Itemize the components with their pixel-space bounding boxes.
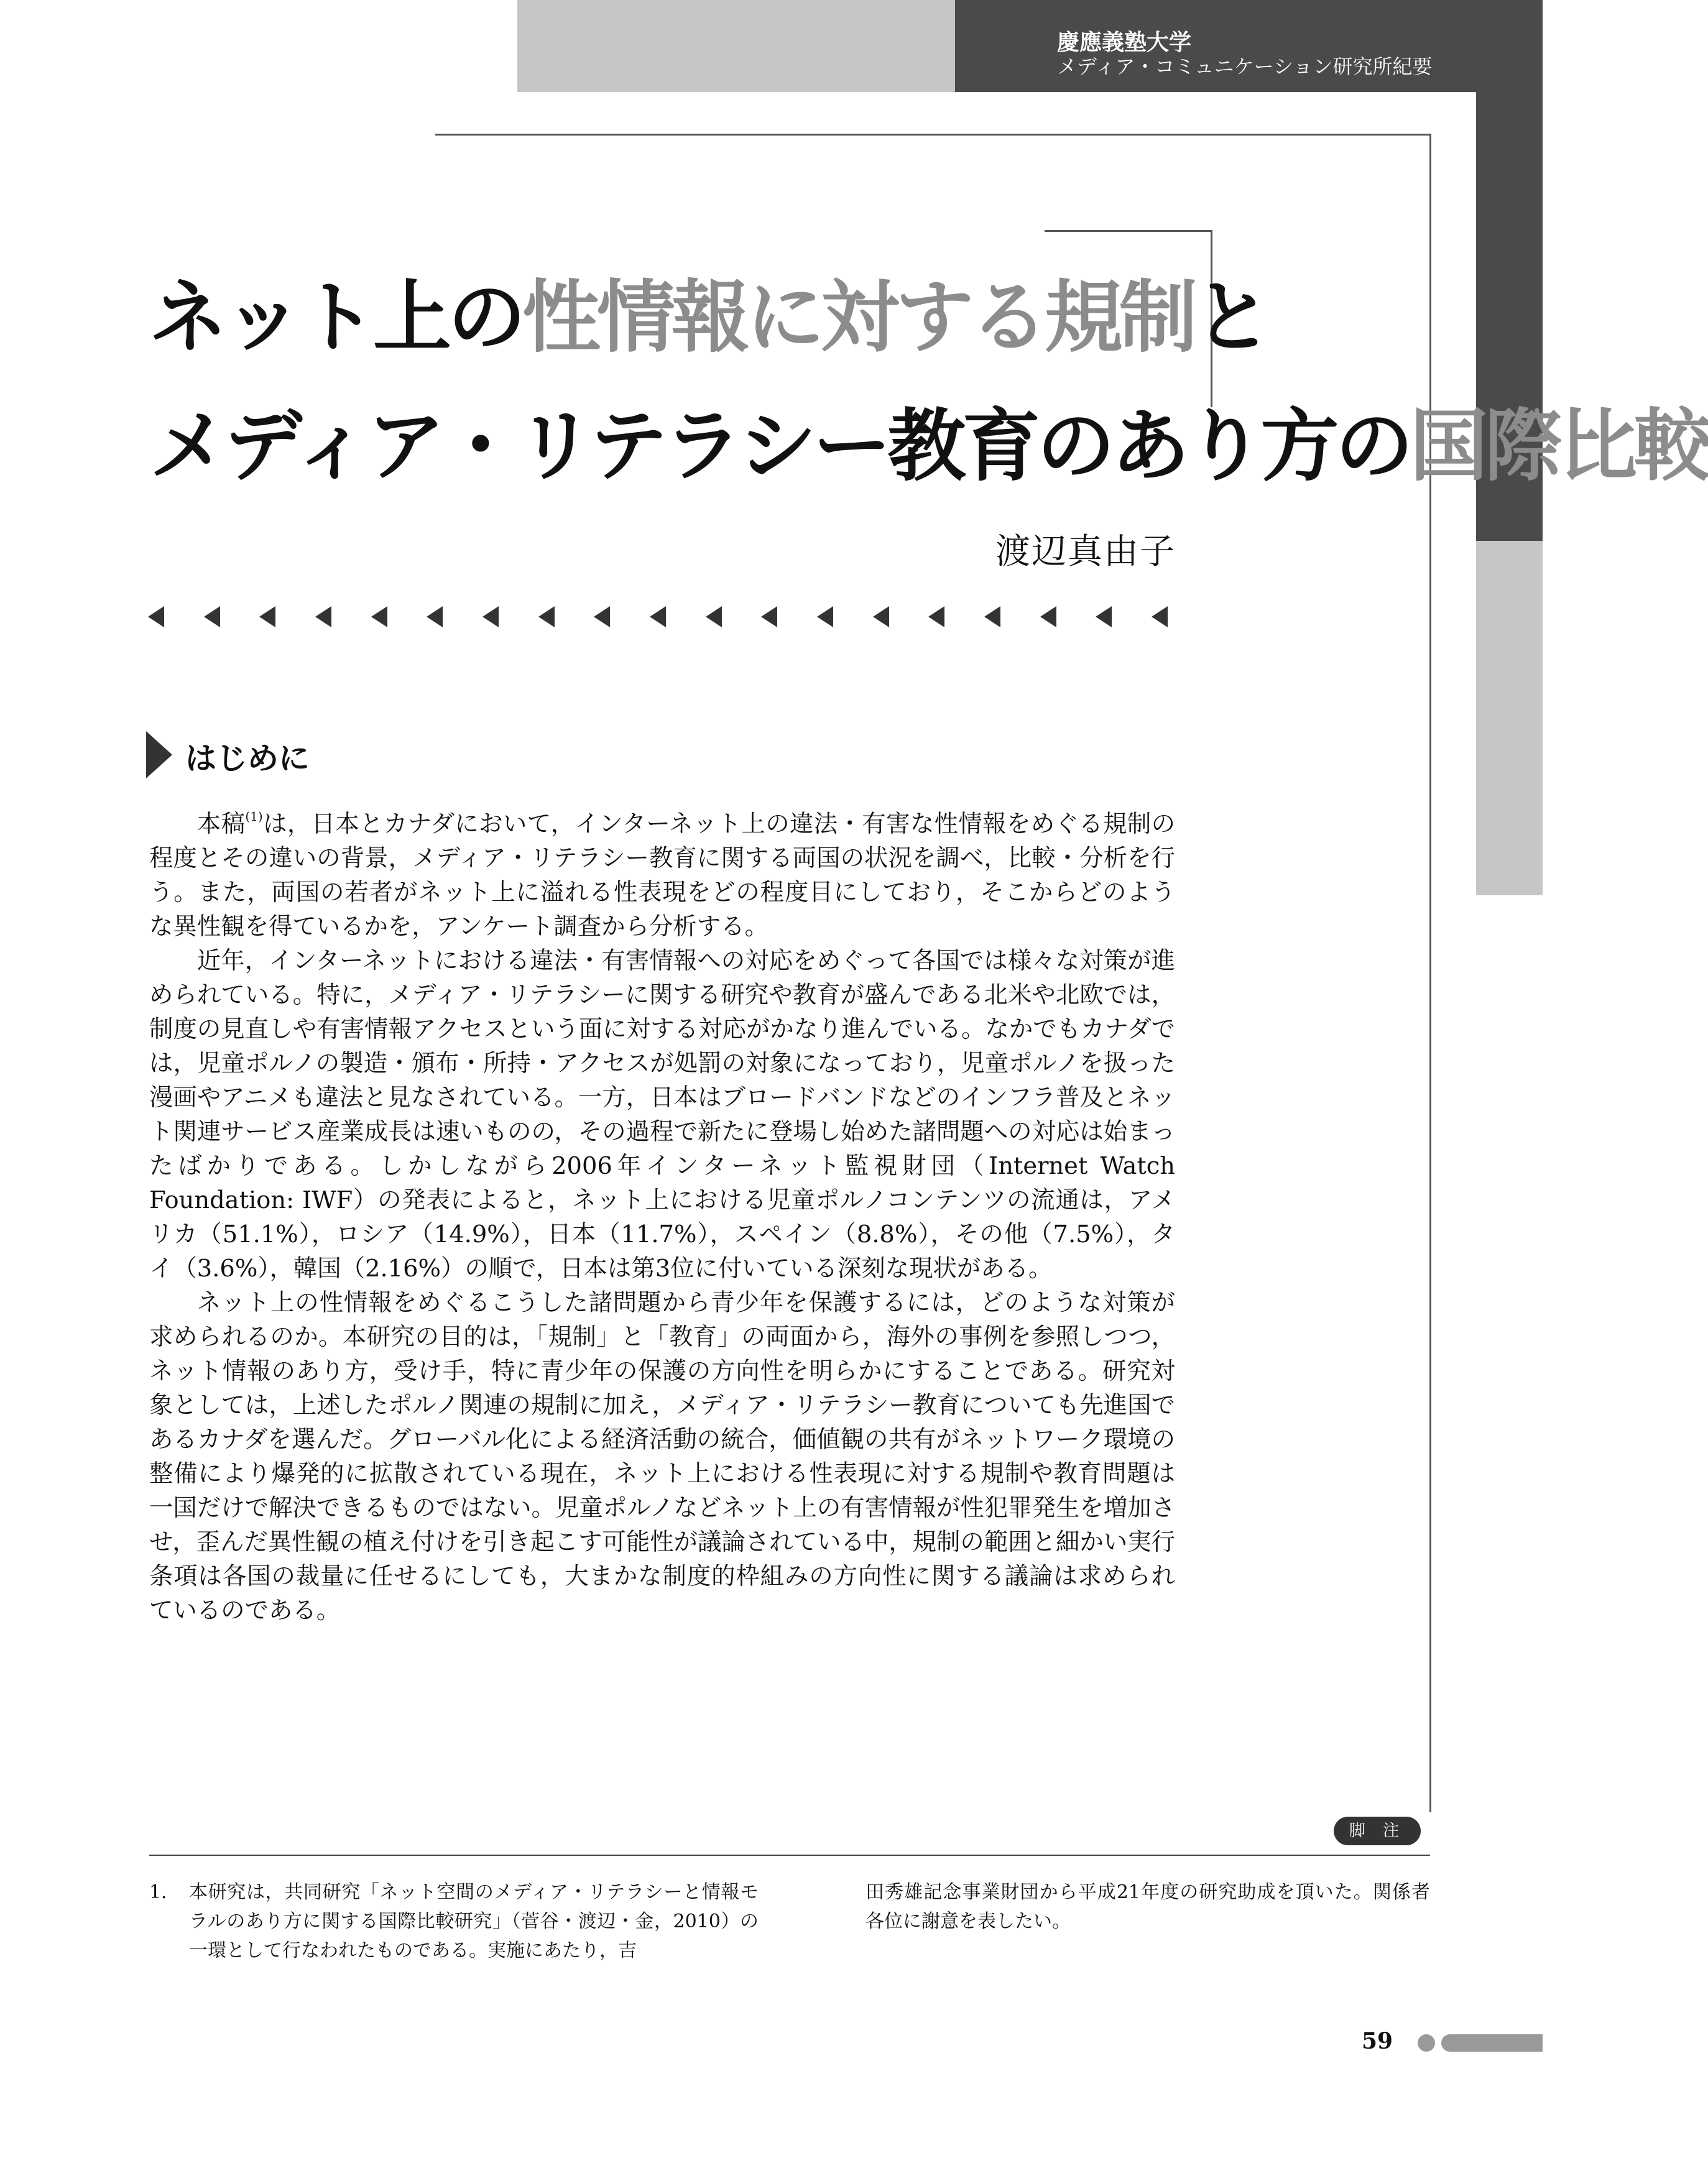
body-text-run: 近年，インターネットにおける違法・有害情報への対応をめぐって各国では様々な対策が進められている。特に，メディア・リテラシーに関する研究や教育が盛んである北米や北欧では，制度の見直しや有害情報アクセスという面に対する対応がかなり進んでいる。なかでもカナダでは，児童ポルノの製造・頒布・所持・アクセスが処罰の対象になっており，児童ポルノを扱った漫画やアニメも違法と見なされている。一方，日本はブロードバンドなどのインフラ普及とネット関連サービス産業成長は速いものの，その過程で新たに登場し始めた諸問題への対応は始まったばかりである。しかしながら2006年インターネット監視財団（Internet Watch Foundation: IWF）の発表によると，ネット上における児童ポルノコンテンツの流通は，アメリカ（51.1%），ロシア（14.9%），日本（11.7%），スペイン（8.8%），その他（7.5%），タイ（3.6%），韓国（2.16%）の順で，日本は第3位に付いている深刻な現状がある。 (149, 947, 1176, 1283)
title-bracket-top-line (1045, 230, 1212, 232)
section-heading: はじめに (185, 740, 310, 777)
body-text-run: 本稿 (196, 810, 246, 838)
footnote-reference: (1) (245, 809, 263, 824)
footnote-number: 1． (149, 1881, 180, 1903)
body-paragraph (149, 944, 1175, 1286)
triangle-left-icon (817, 606, 833, 627)
decorative-arrow-row (148, 598, 1168, 635)
body-text-run: は，日本とカナダにおいて，インターネット上の違法・有害な性情報をめぐる規制の程度とその違いの背景，メディア・リテラシー教育に関する両国の状況を調べ，比較・分析を行う。また，両国の若者がネット上に溢れる性表現をどの程度目にしており，そこからどのような異性観を得ているかを，アンケート調査から分析する。 (149, 810, 1175, 941)
triangle-left-icon (1040, 606, 1056, 627)
triangle-left-icon (594, 606, 610, 627)
triangle-left-icon (148, 606, 164, 627)
page-number: 59 (1362, 2028, 1393, 2054)
footnote-rule (149, 1855, 1430, 1856)
triangle-left-icon (873, 606, 889, 627)
body-paragraph (149, 1286, 1175, 1628)
title-segment: ネット上の (149, 272, 522, 363)
triangle-left-icon (204, 606, 220, 627)
body-paragraph (149, 807, 1175, 944)
triangle-left-icon (1152, 606, 1168, 627)
title-segment: と (1194, 272, 1268, 363)
header-university: 慶應義塾大学 (1057, 30, 1192, 55)
triangle-left-icon (427, 606, 443, 627)
triangle-left-icon (538, 606, 555, 627)
header-journal-title: メディア・コミュニケーション研究所紀要 (1057, 55, 1433, 78)
title-segment: メディア・リテラシー教育のあり方の (149, 400, 1410, 492)
triangle-left-icon (650, 606, 666, 627)
triangle-left-icon (371, 606, 387, 627)
title-segment: 性情報に対する規制 (522, 272, 1194, 363)
triangle-left-icon (315, 606, 331, 627)
author-name: 渡辺真由子 (995, 532, 1176, 572)
triangle-left-icon (984, 606, 1000, 627)
header-band-light (517, 0, 955, 92)
triangle-left-icon (761, 606, 777, 627)
body-text-run: ネット上の性情報をめぐるこうした諸問題から青少年を保護するには，どのような対策が求められるのか。本研究の目的は，「規制」と「教育」の両面から，海外の事例を参照しつつ，ネット情報のあり方，受け手，特に青少年の保護の方向性を明らかにすることである。研究対象としては，上述したポルノ関連の規制に加え，メディア・リテラシー教育についても先進国であるカナダを選んだ。グローバル化による経済活動の統合，価値観の共有がネットワーク環境の整備により爆発的に拡散されている現在，ネット上における性表現に対する規制や教育問題は一国だけで解決できるものではない。児童ポルノなどネット上の有害情報が性犯罪発生を増加させ，歪んだ異性観の植え付けを引き起こす可能性が議論されている中，規制の範囲と細かい実行条項は各国の裁量に任せるにしても，大まかな制度的枠組みの方向性に関する議論は求められているのである。 (149, 1289, 1175, 1625)
triangle-left-icon (259, 606, 275, 627)
article-body (149, 807, 1175, 1628)
title-segment: 国際比較 (1410, 400, 1708, 492)
page-number-bar (1441, 2034, 1543, 2052)
triangle-left-icon (706, 606, 722, 627)
page-number-dot (1418, 2034, 1435, 2052)
triangle-left-icon (928, 606, 944, 627)
section-marker-icon (146, 731, 172, 778)
article-title-line-2 (149, 400, 1708, 492)
footnote-text-left: 本研究は，共同研究「ネット空間のメディア・リテラシーと情報モラルのあり方に関する国際比較研究」（菅谷・渡辺・金，2010）の一環として行なわれたものである。実施にあたり，吉 (189, 1881, 759, 1962)
triangle-left-icon (482, 606, 499, 627)
side-tab-light (1476, 541, 1543, 895)
footnote-text-right: 田秀雄記念事業財団から平成21年度の研究助成を頂いた。関係者各位に謝意を表したい。 (866, 1881, 1430, 1932)
frame-right-line (1429, 134, 1431, 1812)
article-title-line-1 (149, 272, 1268, 363)
footnote-badge: 脚 注 (1334, 1817, 1421, 1845)
triangle-left-icon (1096, 606, 1112, 627)
frame-top-line (435, 134, 1431, 136)
footnote-1 (149, 1878, 759, 1965)
